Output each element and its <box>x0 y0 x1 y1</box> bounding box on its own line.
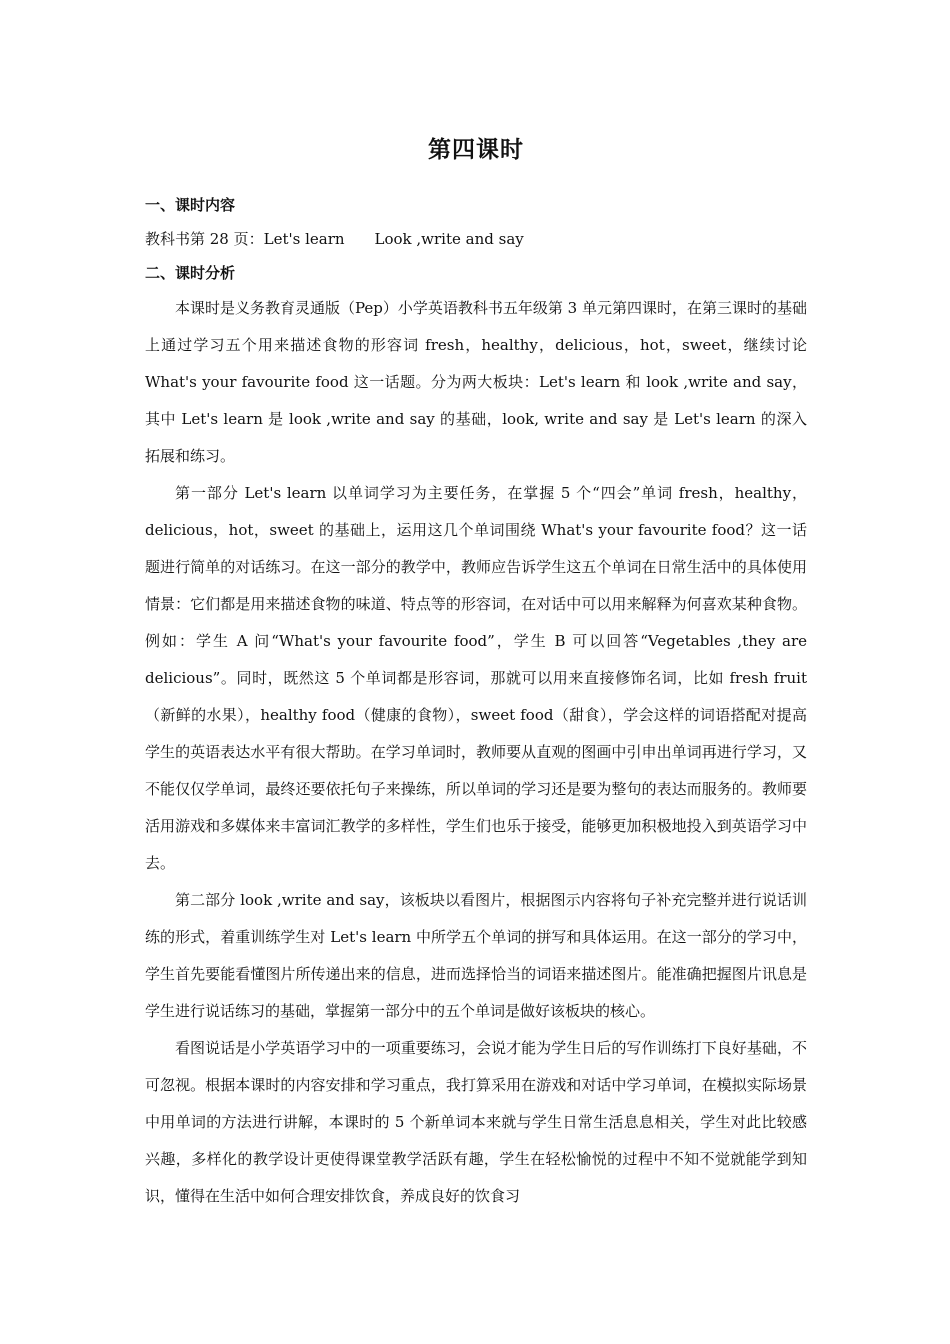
paragraph-overview: 本课时是义务教育灵通版（Pep）小学英语教科书五年级第 3 单元第四课时，在第三课时的基础上通过学习五个用来描述食物的形容词 fresh，healthy，delicious，hot，sweet，继续讨论 What's your favourite food 这一话题。分为两大板块：Let's learn 和 look ,write and say，其中 Let's learn 是 look ,write and say 的基础，look, write and say 是 Let's learn 的深入拓展和练习。 <box>145 299 807 465</box>
paragraph-part-two: 第二部分 look ,write and say，该板块以看图片，根据图示内容将句子补充完整并进行说话训练的形式，着重训练学生对 Let's learn 中所学五个单词的拼写和具体运用。在这一部分的学习中，学生首先要能看懂图片所传递出来的信息，进而选择恰当的词语来描述图片。能准确把握图片讯息是学生进行说话练习的基础，掌握第一部分中的五个单词是做好该板块的核心。 <box>145 891 807 1020</box>
document-body <box>145 130 807 1215</box>
textbook-reference: 教科书第 28 页：Let's learn Look ,write and say <box>145 230 524 248</box>
paragraph-method: 看图说话是小学英语学习中的一项重要练习，会说才能为学生日后的写作训练打下良好基础，不可忽视。根据本课时的内容安排和学习重点，我打算采用在游戏和对话中学习单词，在模拟实际场景中用单词的方法进行讲解，本课时的 5 个新单词本来就与学生日常生活息息相关，学生对此比较感兴趣，多样化的教学设计更使得课堂教学活跃有趣，学生在轻松愉悦的过程中不知不觉就能学到知识，懂得在生活中如何合理安排饮食，养成良好的饮食习 <box>145 1039 807 1205</box>
page-title: 第四课时 <box>428 137 524 163</box>
section-heading-content: 一、课时内容 <box>145 196 236 214</box>
section-heading-analysis: 二、课时分析 <box>145 264 236 282</box>
paragraph-part-one: 第一部分 Let's learn 以单词学习为主要任务，在掌握 5 个“四会”单词 fresh，healthy，delicious，hot，sweet 的基础上，运用这几个单词围绕 What's your favourite food？这一话题进行简单的对话练习。在这一部分的教学中，教师应告诉学生这五个单词在日常生活中的具体使用情景：它们都是用来描述食物的味道、特点等的形容词，在对话中可以用来解释为何喜欢某种食物。例如：学生 A 问“What's your favourite food”，学生 B 可以回答“Vegetables ,they are delicious”。同时，既然这 5 个单词都是形容词，那就可以用来直接修饰名词，比如 fresh fruit（新鲜的水果），healthy food（健康的食物），sweet food（甜食），学会这样的词语搭配对提高学生的英语表达水平有很大帮助。在学习单词时，教师要从直观的图画中引申出单词再进行学习，又不能仅仅学单词，最终还要依托句子来操练，所以单词的学习还是要为整句的表达而服务的。教师要活用游戏和多媒体来丰富词汇教学的多样性，学生们也乐于接受，能够更加积极地投入到英语学习中去。 <box>145 484 807 872</box>
